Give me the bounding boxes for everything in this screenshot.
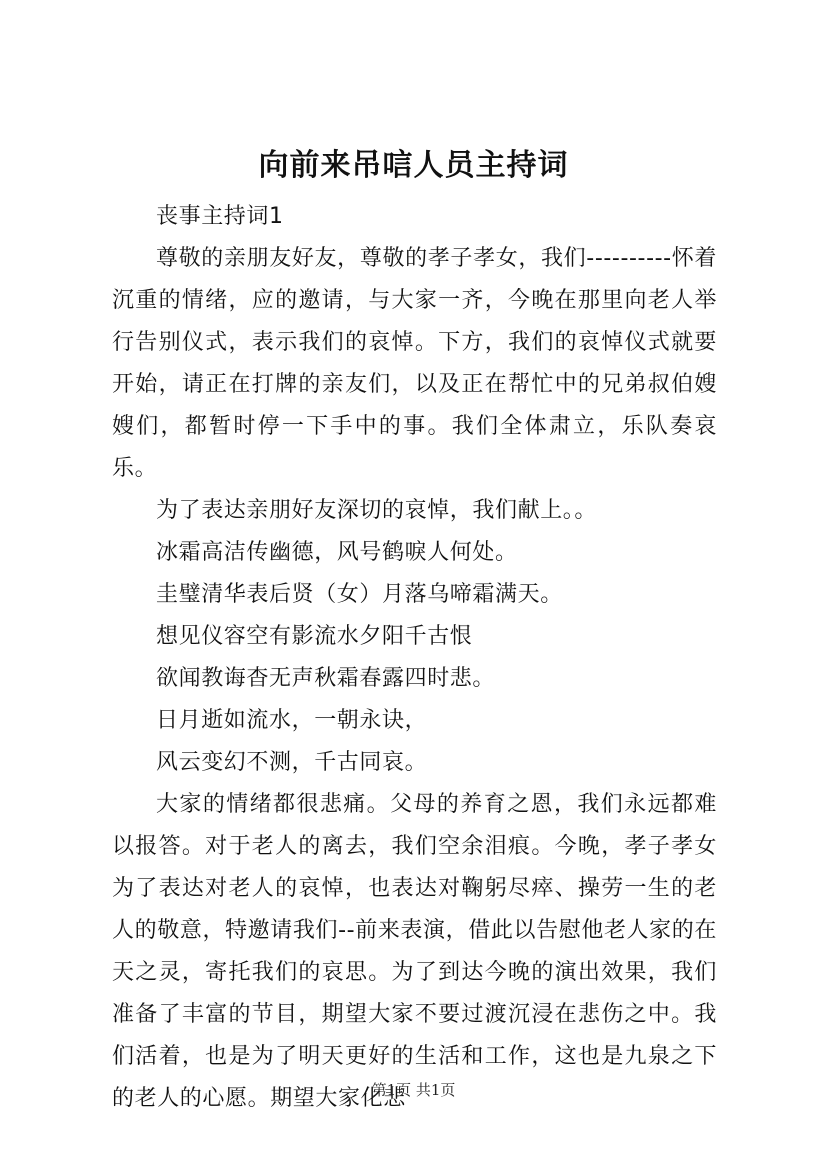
couplet-line-2: 圭璧清华表后贤（女）月落乌啼霜满天。 xyxy=(156,582,563,607)
page-footer: 第1页 共1页 xyxy=(371,1081,456,1099)
couplet-line-5: 日月逝如流水，一朝永诀， xyxy=(156,708,428,733)
couplet-line-3: 想见仪容空有影流水夕阳千古恨 xyxy=(156,624,473,649)
paragraph-closing: 大家的情绪都很悲痛。父母的养育之恩，我们永远都难以报答。对于老人的离去，我们空余泪痕。今晚，孝子孝女为了表达对老人的哀悼，也表达对鞠躬尽瘁、操劳一生的老人的敬意，特邀请我们--前来表演，借此以告慰他老人家的在天之灵，寄托我们的哀思。为了到达今晚的演出效果，我们准备了丰富的节目，期望大家不要过渡沉浸在悲伤之中。我们活着，也是为了明天更好的生活和工作，这也是九泉之下的老人的心愿。期望大家化悲 xyxy=(112,792,717,1111)
couplet-line-4: 欲闻教诲杳无声秋霜春露四时悲。 xyxy=(156,666,496,691)
paragraph-opening: 尊敬的亲朋友好友，尊敬的孝子孝女，我们----------怀着沉重的情绪，应的邀请，与大家一齐，今晚在那里向老人举行告别仪式，表示我们的哀悼。下方，我们的哀悼仪式就要开始，请正在打牌的亲友们，以及正在帮忙中的兄弟叔伯嫂嫂们，都暂时停一下手中的事。我们全体肃立，乐队奏哀乐。 xyxy=(112,246,717,481)
couplet-line-6: 风云变幻不测，千古同哀。 xyxy=(156,750,428,775)
document-title: 向前来吊唁人员主持词 xyxy=(258,148,569,183)
couplet-line-1: 冰霜高洁传幽德，风号鹤唳人何处。 xyxy=(156,540,518,565)
section-heading: 丧事主持词1 xyxy=(156,204,284,229)
paragraph-tribute-intro: 为了表达亲朋好友深切的哀悼，我们献上。。 xyxy=(156,498,598,523)
